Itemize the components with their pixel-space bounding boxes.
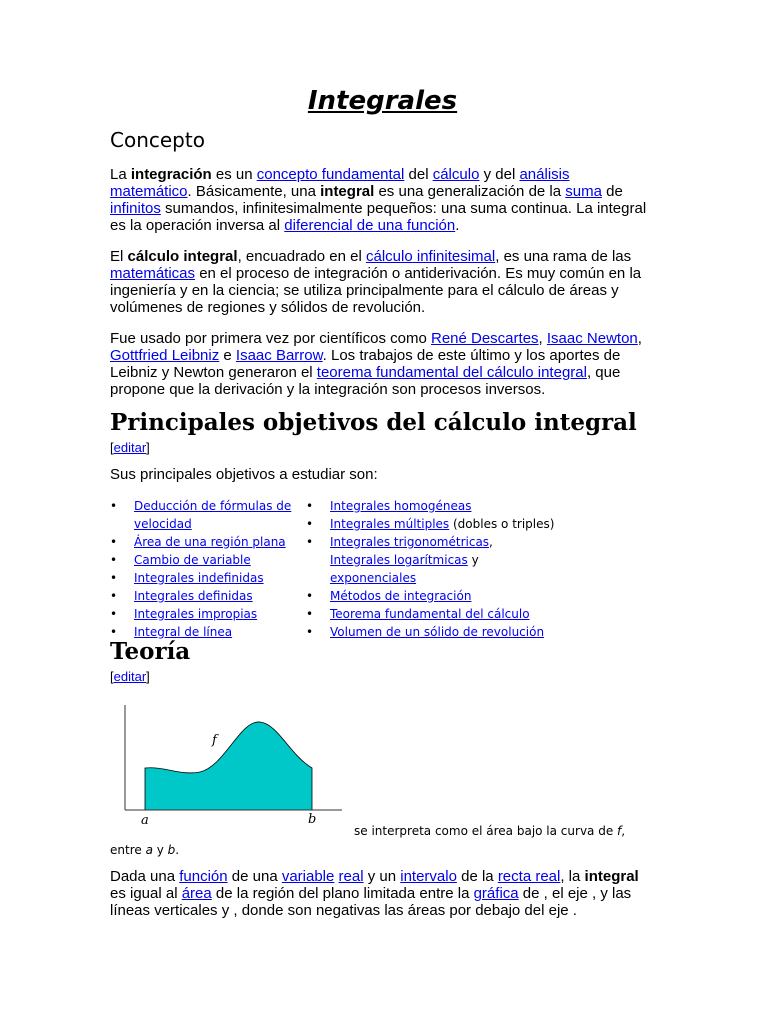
- link-funcion[interactable]: función: [179, 868, 228, 885]
- paragraph-concepto: [110, 166, 655, 234]
- objetivos-list-right: [306, 497, 556, 641]
- edit-link[interactable]: editar: [113, 669, 147, 684]
- list-item: [110, 497, 300, 533]
- bracket: ]: [146, 669, 150, 684]
- link-grafica[interactable]: gráfica: [473, 885, 519, 902]
- area-under-curve: [145, 722, 312, 810]
- link-leibniz[interactable]: Gottfried Leibniz: [110, 347, 220, 364]
- objetivos-list-left: [110, 497, 300, 641]
- text: y un: [363, 868, 401, 885]
- text: es igual al: [110, 885, 182, 902]
- link-cambio-variable[interactable]: Cambio de variable: [134, 553, 251, 567]
- list-item: [110, 605, 300, 623]
- link-volumen-solido[interactable]: Volumen de un sólido de revolución: [330, 625, 545, 639]
- list-item: [306, 587, 556, 605]
- b-label: b: [308, 812, 317, 827]
- objetivos-intro: Sus principales objetivos a estudiar son:: [110, 466, 378, 483]
- link-deduccion-formulas[interactable]: Deducción de fórmulas de velocidad: [134, 499, 292, 531]
- link-matematicas[interactable]: matemáticas: [110, 265, 196, 282]
- bold-term: integral: [584, 868, 639, 885]
- link-integrales-homogeneas[interactable]: Integrales homogéneas: [330, 499, 472, 513]
- italic-var: b: [167, 843, 176, 857]
- f-label: f: [212, 733, 217, 748]
- text: , la: [560, 868, 585, 885]
- list-item: [306, 533, 556, 587]
- link-integrales-impropias[interactable]: Integrales impropias: [134, 607, 258, 621]
- link-area-region-plana[interactable]: Área de una región plana: [134, 535, 286, 549]
- link-metodos-integracion[interactable]: Métodos de integración: [330, 589, 472, 603]
- link-concepto-fundamental[interactable]: concepto fundamental: [256, 166, 405, 183]
- text: de una: [227, 868, 282, 885]
- bold-term: integral: [320, 183, 375, 200]
- graph-caption-cont: [110, 842, 179, 858]
- bracket: ]: [146, 440, 150, 455]
- a-label: a: [141, 813, 149, 828]
- bracket: [: [110, 669, 114, 684]
- link-analisis-matematico[interactable]: análisis matemático: [110, 166, 570, 200]
- text: ,: [621, 824, 626, 838]
- text: Fue usado por primera vez por científicos como: [110, 330, 431, 347]
- list-item: [110, 569, 300, 587]
- text: de , el eje , y las líneas verticales y , donde son negativas las áreas por debajo del eje .: [110, 885, 632, 919]
- link-integrales-logaritmicas[interactable]: Integrales logarítmicas: [330, 553, 468, 567]
- edit-link[interactable]: editar: [113, 440, 147, 455]
- link-teorema-fundamental-calculo[interactable]: Teorema fundamental del cálculo: [330, 607, 530, 621]
- bracket: [: [110, 440, 114, 455]
- link-integrales-multiples[interactable]: Integrales múltiples: [330, 517, 450, 531]
- italic-var: f: [617, 824, 622, 838]
- edit-link-objetivos: [110, 440, 150, 456]
- list-item: [110, 533, 300, 551]
- text: y: [152, 843, 168, 857]
- list-item: [110, 587, 300, 605]
- text: de: [601, 183, 623, 200]
- link-suma[interactable]: suma: [565, 183, 602, 200]
- link-calculo-infinitesimal[interactable]: cálculo infinitesimal: [366, 248, 496, 265]
- text: ,: [489, 535, 493, 549]
- text: del: [404, 166, 433, 183]
- concepto-heading: Concepto: [110, 128, 205, 152]
- text: ,: [538, 330, 547, 347]
- text: . Básicamente, una: [187, 183, 321, 200]
- link-infinitos[interactable]: infinitos: [110, 200, 161, 217]
- graph-caption: [354, 823, 625, 839]
- text: entre: [110, 843, 146, 857]
- list-item: [306, 515, 556, 533]
- link-newton[interactable]: Isaac Newton: [546, 330, 638, 347]
- text: , que propone que la derivación y la integración son procesos inversos.: [110, 364, 621, 398]
- paragraph-historia: [110, 330, 655, 398]
- text: es un: [211, 166, 257, 183]
- italic-var: a: [145, 843, 153, 857]
- text: se interpreta como el área bajo la curva de: [354, 824, 618, 838]
- text: Dada una: [110, 868, 180, 885]
- text: de la: [456, 868, 498, 885]
- text: de la región del plano limitada entre la: [211, 885, 474, 902]
- link-descartes[interactable]: René Descartes: [430, 330, 539, 347]
- list-item: [110, 551, 300, 569]
- paragraph-definicion: [110, 868, 655, 919]
- link-teorema-fundamental[interactable]: teorema fundamental del cálculo integral: [316, 364, 587, 381]
- link-real[interactable]: real: [338, 868, 364, 885]
- text: (dobles o triples): [449, 517, 555, 531]
- text: y: [467, 553, 479, 567]
- text: , es una rama de las: [495, 248, 632, 265]
- link-integrales-trigonometricas[interactable]: Integrales trigonométricas: [330, 535, 490, 549]
- teoria-heading: Teoría: [110, 638, 191, 665]
- text: .: [455, 217, 460, 234]
- link-intervalo[interactable]: intervalo: [400, 868, 457, 885]
- link-barrow[interactable]: Isaac Barrow: [235, 347, 323, 364]
- text: , encuadrado en el: [237, 248, 366, 265]
- integral-area-graph: [120, 700, 350, 830]
- text: en el proceso de integración o antiderivación. Es muy común en la ingeniería y en la ciencia; se utiliza principalmente para el cálculo de áreas y volúmenes de regiones y sólidos de revolución.: [110, 265, 642, 316]
- edit-link-teoria: [110, 669, 150, 685]
- link-diferencial[interactable]: diferencial de una función: [284, 217, 456, 234]
- text: ,: [637, 330, 642, 347]
- link-integrales-indefinidas[interactable]: Integrales indefinidas: [134, 571, 264, 585]
- text: La: [110, 166, 131, 183]
- list-item: [306, 497, 556, 515]
- link-recta-real[interactable]: recta real: [497, 868, 561, 885]
- text: sumandos, infinitesimalmente pequeños: una suma continua. La integral es la operación inversa al: [110, 200, 647, 234]
- text: e: [219, 347, 236, 364]
- link-integral-linea[interactable]: Integral de línea: [134, 625, 233, 639]
- link-area[interactable]: área: [181, 885, 212, 902]
- text: y del: [479, 166, 520, 183]
- bold-term: integración: [130, 166, 212, 183]
- link-exponenciales[interactable]: exponenciales: [330, 571, 417, 585]
- list-item: [306, 605, 556, 623]
- link-calculo[interactable]: cálculo: [432, 166, 480, 183]
- objetivos-heading: Principales objetivos del cálculo integral: [110, 409, 637, 436]
- link-variable[interactable]: variable: [281, 868, 335, 885]
- text: . Los trabajos de este último y los aportes de Leibniz y Newton generaron el: [110, 347, 621, 381]
- text: .: [175, 843, 180, 857]
- bold-term: cálculo integral: [127, 248, 238, 265]
- paragraph-calculo-integral: [110, 248, 655, 316]
- list-item: [306, 623, 556, 641]
- link-integrales-definidas[interactable]: Integrales definidas: [134, 589, 253, 603]
- text: es una generalización de la: [374, 183, 566, 200]
- text: El: [110, 248, 128, 265]
- page-title: Integrales: [307, 86, 458, 116]
